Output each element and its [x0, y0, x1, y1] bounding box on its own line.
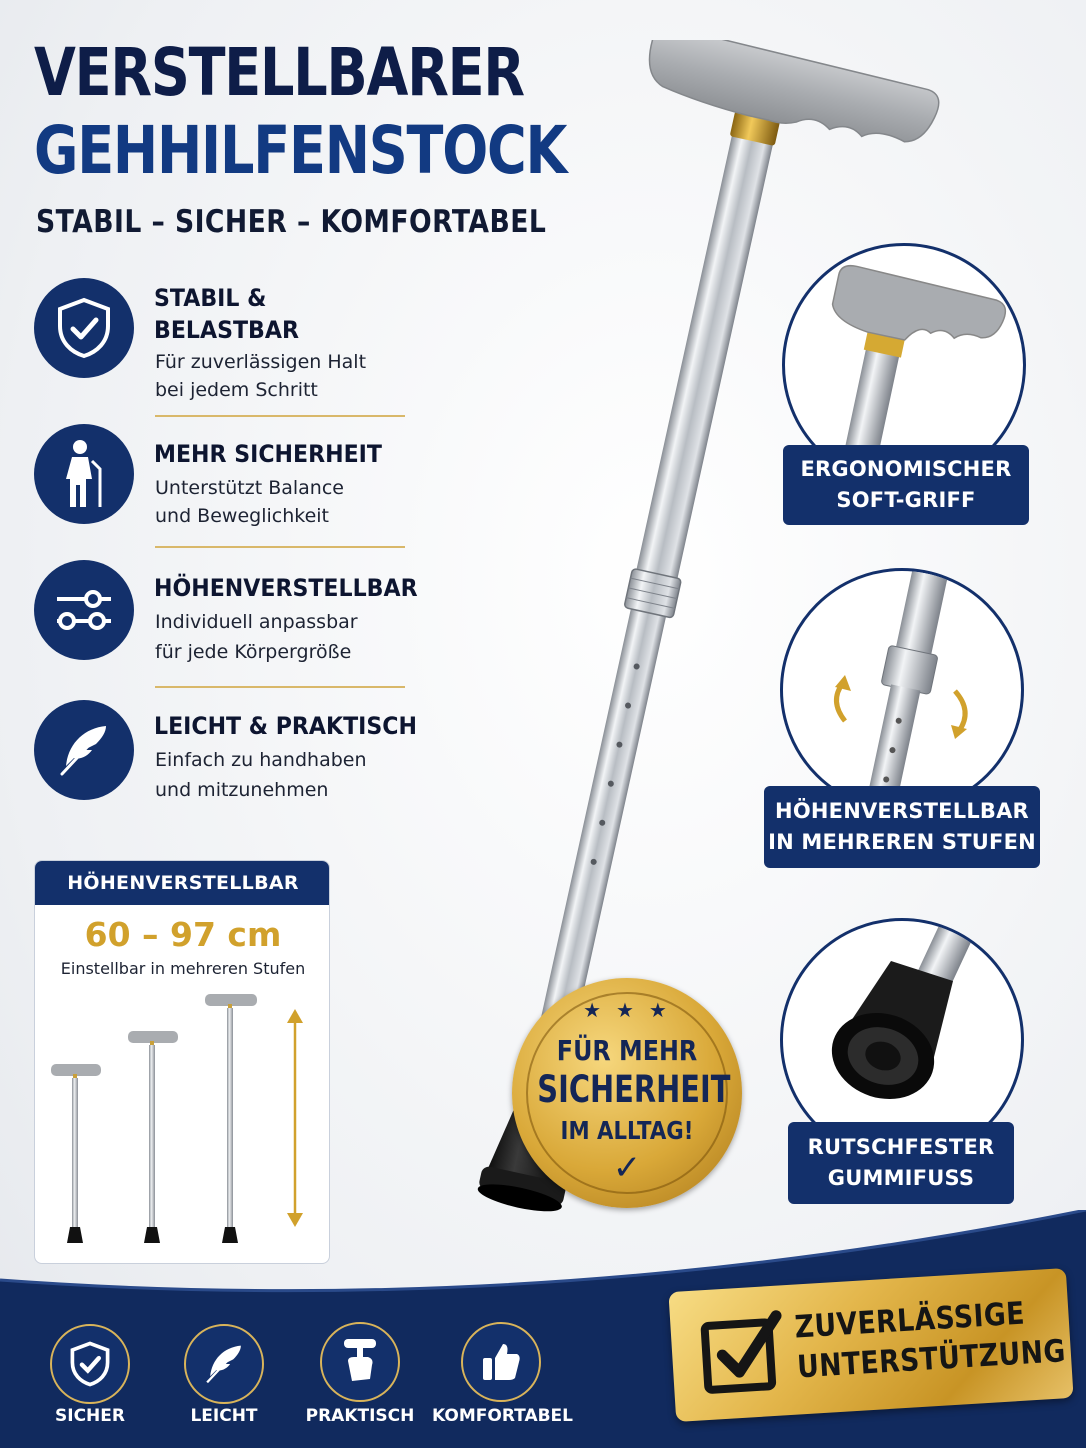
feature-3-text-line-1: Individuell anpassbar — [155, 611, 358, 633]
feature-divider — [155, 686, 405, 688]
feature-2-title: MEHR SICHERHEIT — [154, 440, 382, 468]
bottom-icon-komfortabel — [461, 1322, 541, 1402]
height-range: 60 – 97 cm — [84, 915, 282, 954]
adjustment-closeup-image — [783, 571, 1024, 812]
seal-check-icon: ✓ — [612, 1148, 642, 1188]
adjust-slider-icon — [53, 585, 115, 635]
feature-2-icon-circle — [34, 424, 134, 524]
bottom-label-praktisch: PRAKTISCH — [305, 1406, 415, 1426]
grip-callout-label — [783, 445, 1029, 525]
large-cane — [205, 994, 257, 1243]
foot-callout-line-2: GUMMIFUSS — [827, 1166, 975, 1190]
title-line-2: GEHHILFENSTOCK — [34, 112, 567, 189]
feature-2-text-line-1: Unterstützt Balance — [155, 477, 344, 499]
feature-1-title-line-2: BELASTBAR — [154, 316, 299, 344]
feature-3-title: HÖHENVERSTELLBAR — [154, 574, 418, 602]
grip-callout-line-2: SOFT-GRIFF — [836, 488, 976, 512]
feature-divider — [155, 415, 405, 417]
foot-callout-label — [788, 1122, 1014, 1204]
thumbs-up-icon — [479, 1340, 523, 1384]
adjustment-callout-line-2: IN MEHREREN STUFEN — [768, 830, 1036, 854]
adjustment-detail-circle — [780, 568, 1024, 812]
bottom-icon-sicher — [50, 1324, 130, 1404]
height-info-box — [34, 860, 330, 1264]
seal-line-3: IM ALLTAG! — [560, 1116, 694, 1145]
feature-3-icon-circle — [34, 560, 134, 660]
height-arrow-icon — [287, 1009, 303, 1227]
feature-1-title-line-1: STABIL & — [154, 284, 267, 312]
feather-icon — [54, 720, 114, 780]
feature-4-text-line-1: Einfach zu handhaben — [155, 749, 367, 771]
title-line-1: VERSTELLBARER — [34, 34, 524, 111]
feature-4-title: LEICHT & PRAKTISCH — [154, 712, 417, 740]
hand-cane-icon — [338, 1337, 382, 1387]
adjustment-callout-line-1: HÖHENVERSTELLBAR — [775, 799, 1029, 823]
bottom-label-leicht: LEICHT — [190, 1406, 258, 1426]
feature-1-text-line-2: bei jedem Schritt — [155, 379, 318, 401]
badge-line-2: UNTERSTÜTZUNG — [796, 1333, 1067, 1386]
bottom-label-sicher: SICHER — [55, 1406, 125, 1426]
seal-line-2: SICHERHEIT — [537, 1068, 731, 1111]
subtitle: STABIL – SICHER – KOMFORTABEL — [36, 204, 547, 240]
bottom-icon-praktisch — [320, 1322, 400, 1402]
reliability-badge — [668, 1268, 1073, 1422]
shield-check-icon — [68, 1340, 112, 1388]
feather-icon — [201, 1341, 247, 1387]
badge-line-1: ZUVERLÄSSIGE — [793, 1295, 1026, 1346]
feature-3-text-line-2: für jede Körpergröße — [155, 641, 352, 663]
checkbox-check-icon — [698, 1307, 787, 1396]
cane-handle — [636, 40, 940, 179]
bottom-label-komfortabel: KOMFORTABEL — [432, 1406, 574, 1426]
cane-upper-tube — [631, 135, 773, 603]
height-box-header: HÖHENVERSTELLBAR — [35, 861, 330, 905]
shield-check-icon — [54, 296, 114, 360]
feature-1-icon-circle — [34, 278, 134, 378]
bottom-icon-leicht — [184, 1324, 264, 1404]
foot-callout-line-1: RUTSCHFESTER — [807, 1135, 995, 1159]
seal-line-1: FÜR MEHR — [556, 1034, 698, 1067]
safety-seal — [512, 978, 742, 1208]
feature-4-text-line-2: und mitzunehmen — [155, 779, 329, 801]
feature-2-text-line-2: und Beweglichkeit — [155, 505, 329, 527]
feature-4-icon-circle — [34, 700, 134, 800]
grip-callout-line-1: ERGONOMISCHER — [800, 457, 1012, 481]
adjustment-callout-label — [764, 786, 1040, 868]
seal-stars: ★ ★ ★ — [583, 998, 671, 1022]
walking-person-icon — [56, 439, 112, 509]
feature-divider — [155, 546, 405, 548]
feature-1-text-line-1: Für zuverlässigen Halt — [155, 351, 367, 373]
height-note: Einstellbar in mehreren Stufen — [60, 959, 306, 978]
